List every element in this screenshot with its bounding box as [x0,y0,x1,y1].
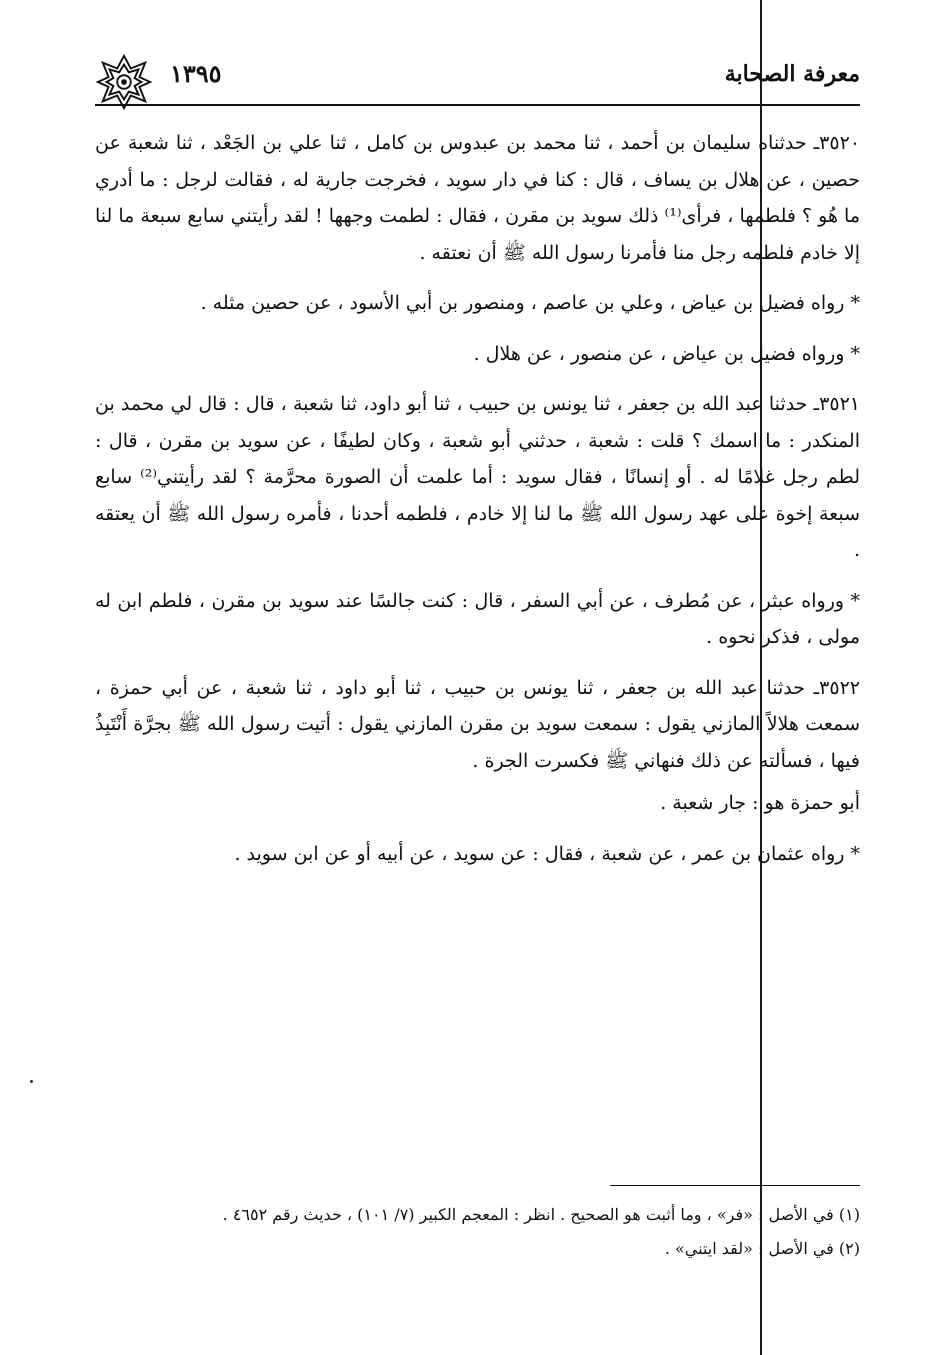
footnote-2: (٢) في الأصل : «لقد ايتني» . [664,1239,860,1258]
scan-speck [30,1080,33,1083]
header-divider [95,104,860,106]
hadith-3520: ٣٥٢٠ـ حدثناه سليمان بن أحمد ، ثنا محمد بن عبدوس بن كامل ، ثنا علي بن الجَعْد ، ثنا شعبة عن حصين ، عن هلال بن يساف ، قال : كنا في دار سويد ، فخرجت جارية له ، فقالت لرجل : ما أدري ما هُو ؟ فلطمها ، فرأى⁽¹⁾ ذلك سويد بن مقرن ، فقال : لطمت وجهها ! لقد رأيتني سابع سبعة ما لنا إلا خادم فلطمه رجل منا فأمرنا رسول الله ﷺ أن نعتقه . [95,132,861,264]
hadith-3521: ٣٥٢١ـ حدثنا عبد الله بن جعفر ، ثنا يونس بن حبيب ، ثنا أبو داود، ثنا شعبة ، قال : قال لي محمد بن المنكدر : ما اسمك ؟ قلت : شعبة ، حدثني أبو شعبة ، وكان لطيفًا ، عن سويد بن مقرن ، قال : لطم رجل غلامًا له . أو إنسانًا ، فقال سويد : أما علمت أن الصورة محرَّمة ؟ لقد رأيتني⁽²⁾ سابع سبعة إخوة على عهد رسول الله ﷺ ما لنا إلا خادم ، فلطمه أحدنا ، فأمره رسول الله ﷺ أن يعتقه . [95,393,860,561]
narration-note: * ورواه فضيل بن عياض ، عن منصور ، عن هلال . [473,342,860,365]
narrator-note: أبو حمزة هو : جار شعبة . [660,792,860,814]
narration-note: * رواه فضيل بن عياض ، وعلي بن عاصم ، ومنصور بن أبي الأسود ، عن حصين مثله . [200,292,860,314]
narration-note: * ورواه عبثر ، عن مُطرف ، عن أبي السفر ، قال : كنت جالسًا عند سويد بن مقرن ، فلطم ابن له مولى ، فذكر نحوه . [95,589,860,648]
page-number: ١٣٩٥ [170,59,222,88]
hadith-3522: ٣٥٢٢ـ حدثنا عبد الله بن جعفر ، ثنا يونس بن حبيب ، ثنا أبو داود ، ثنا شعبة ، عن أبي حمزة ، سمعت هلالاً المازني يقول : سمعت سويد بن مقرن المازني يقول : أتيت رسول الله ﷺ بجرَّة أَنْتَبِذُ فيها ، فسألته عن ذلك فنهاني ﷺ فكسرت الجرة . [95,676,860,772]
page-title: معرفة الصحابة [724,61,860,87]
page-header [95,55,860,105]
narration-note: * رواه عثمان بن عمر ، عن شعبة ، فقال : عن سويد ، عن أبيه أو عن ابن سويد . [234,842,860,865]
footnotes [95,1200,860,1268]
footnote-divider [610,1185,860,1186]
star-ornament-icon [95,53,153,111]
main-text [95,125,860,886]
footnote-1: (١) في الأصل : «فر» ، وما أثبت هو الصحيح . انظر : المعجم الكبير (٧/ ١٠١) ، حديث رقم ٤٦٥٢ . [222,1205,860,1224]
